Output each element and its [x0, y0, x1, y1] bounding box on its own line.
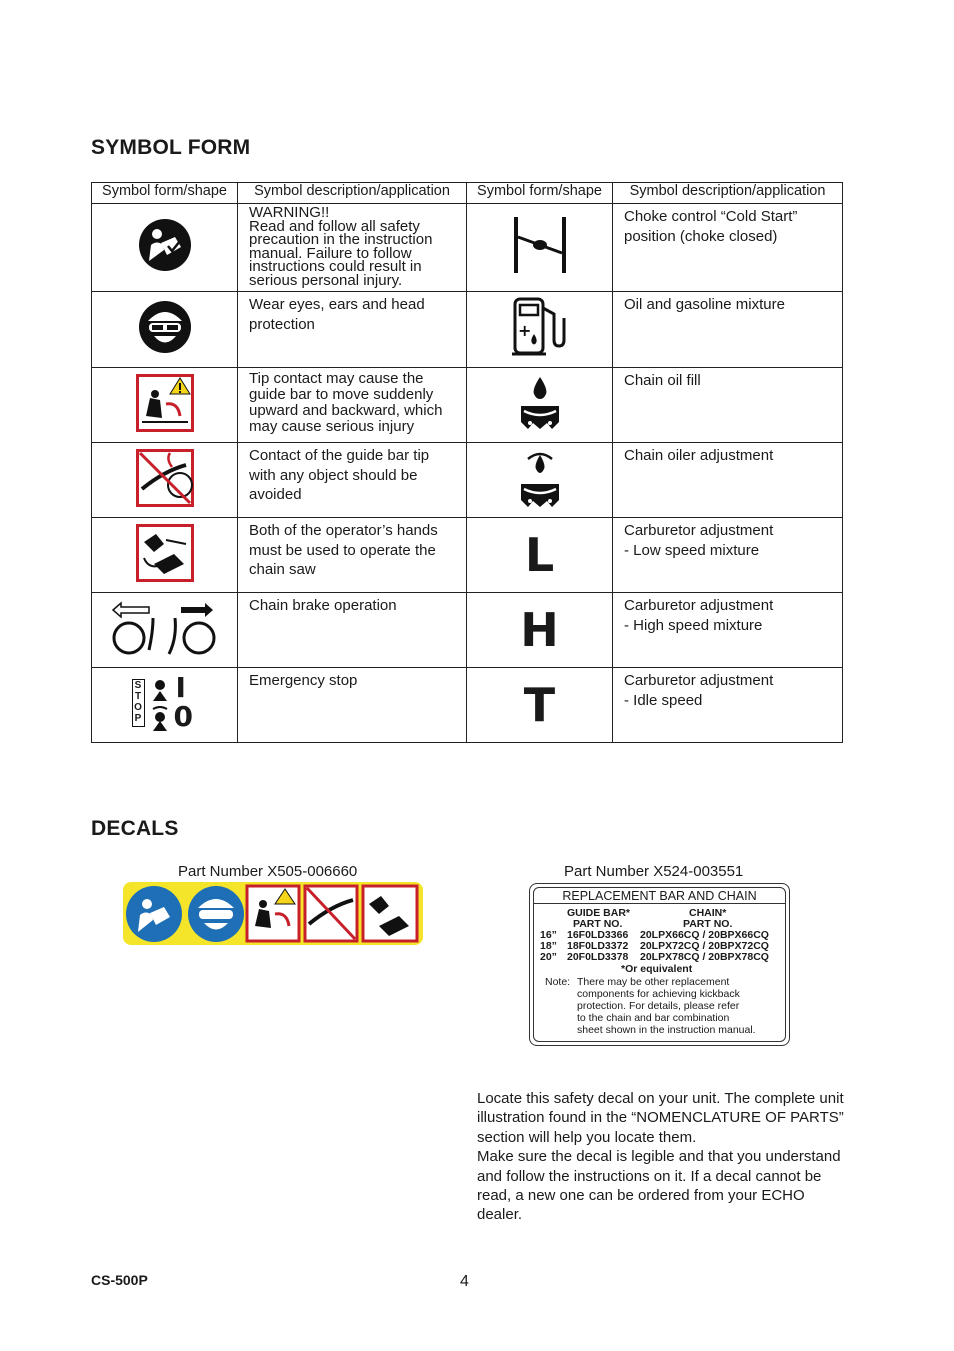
section-heading-symbol-form: SYMBOL FORM — [91, 136, 251, 159]
symbol-description: Tip contact may cause the guide bar to move suddenly upward and backward, which may cause serious injury — [238, 368, 467, 443]
decal-instructions — [477, 1089, 847, 1225]
letter-h-icon: H — [520, 603, 559, 657]
note-label: Note: — [545, 976, 571, 988]
warning-text: WARNING!! Read and follow all safety precaution in the instruction manual. Failure to follow instructions could result in serious personal injury. — [249, 204, 433, 289]
symbol-description: Contact of the guide bar tip with any object should be avoided — [238, 443, 467, 518]
choke-icon — [510, 215, 570, 275]
symbol-cell — [92, 668, 238, 743]
section-heading-decals: DECALS — [91, 817, 179, 840]
symbol-description: Chain oil fill — [613, 368, 843, 443]
symbol-description: Carburetor adjustment - Idle speed — [613, 668, 843, 743]
note-line: components for achieving kickback — [577, 988, 740, 1000]
table-header: Symbol description/application — [238, 183, 467, 204]
symbol-description: Carburetor adjustment - Low speed mixture — [613, 518, 843, 593]
table-row — [92, 292, 843, 368]
part-number-2: Part Number X524-003551 — [564, 863, 744, 880]
eye-ear-head-protection-icon — [137, 299, 193, 355]
size-cell: 16” — [540, 929, 557, 941]
table-row — [92, 368, 843, 443]
symbol-description: Chain brake operation — [238, 593, 467, 668]
col-header: PART NO. — [683, 918, 733, 930]
emergency-stop-icon — [130, 671, 200, 735]
note-line: There may be other replacement — [577, 976, 730, 988]
safety-decal — [123, 882, 423, 945]
decal-title: REPLACEMENT BAR AND CHAIN — [534, 889, 785, 904]
decal-inner-border — [533, 887, 786, 1042]
no-tip-contact-icon — [136, 449, 194, 507]
symbol-description: Wear eyes, ears and head protection — [238, 292, 467, 368]
chain-oiler-adjust-icon — [518, 447, 562, 509]
safety-decal-icons — [123, 882, 423, 945]
symbol-cell — [92, 292, 238, 368]
table-row — [92, 593, 843, 668]
letter-t-icon: T — [523, 678, 556, 732]
chain-brake-icon — [109, 598, 221, 658]
kickback-warning-icon — [136, 374, 194, 432]
symbol-cell — [467, 668, 613, 743]
read-manual-icon — [137, 217, 193, 273]
symbol-description: Emergency stop — [238, 668, 467, 743]
symbol-cell — [467, 368, 613, 443]
symbol-table — [91, 182, 843, 743]
symbol-description: Choke control “Cold Start” position (choke closed) — [613, 204, 843, 292]
bar-part-cell: 16F0LD3366 — [567, 929, 629, 941]
two-hands-icon — [136, 524, 194, 582]
on-label: I — [175, 671, 186, 704]
symbol-cell — [92, 368, 238, 443]
symbol-cell — [92, 518, 238, 593]
symbol-description: Both of the operator’s hands must be used to operate the chain saw — [238, 518, 467, 593]
chain-part-cell: 20LPX72CQ / 20BPX72CQ — [640, 940, 769, 952]
table-row — [92, 518, 843, 593]
note-line: protection. For details, please refer — [577, 1000, 740, 1012]
part-number-1: Part Number X505-006660 — [178, 863, 358, 880]
note-line: to the chain and bar combination — [577, 1012, 730, 1024]
bar-part-cell: 18F0LD3372 — [567, 940, 629, 952]
symbol-description: Carburetor adjustment - High speed mixture — [613, 593, 843, 668]
symbol-cell — [92, 204, 238, 292]
table-header: Symbol form/shape — [467, 183, 613, 204]
paragraph: Make sure the decal is legible and that you understand and follow the instructions on it. If a decal cannot be read, a new one can be ordered from your ECHO dealer. — [477, 1148, 841, 1224]
symbol-description: Chain oiler adjustment — [613, 443, 843, 518]
symbol-description: Oil and gasoline mixture — [613, 292, 843, 368]
chain-part-cell: 20LPX78CQ / 20BPX78CQ — [640, 951, 769, 963]
symbol-cell — [467, 204, 613, 292]
svg-text:+: + — [517, 321, 531, 340]
symbol-cell — [467, 443, 613, 518]
table-header-row — [92, 183, 843, 204]
symbol-cell — [92, 593, 238, 668]
chain-part-cell: 20LPX66CQ / 20BPX66CQ — [640, 929, 769, 941]
symbol-description — [238, 204, 467, 292]
page-number: 4 — [460, 1273, 469, 1290]
off-label: 0 — [173, 700, 193, 733]
col-header: CHAIN* — [689, 907, 727, 919]
fuel-pump-icon — [510, 296, 570, 358]
col-header: PART NO. — [573, 918, 623, 930]
letter-l-icon: L — [524, 528, 555, 582]
symbol-cell — [92, 443, 238, 518]
bar-part-cell: 20F0LD3378 — [567, 951, 629, 963]
symbol-cell — [467, 292, 613, 368]
table-row — [92, 204, 843, 292]
table-row — [92, 668, 843, 743]
note-line: sheet shown in the instruction manual. — [577, 1024, 756, 1036]
table-header: Symbol description/application — [613, 183, 843, 204]
size-cell: 20” — [540, 951, 557, 963]
chain-oil-fill-icon — [518, 375, 562, 431]
stop-label: STOP — [132, 679, 145, 727]
size-cell: 18” — [540, 940, 557, 952]
equivalent-note: *Or equivalent — [621, 963, 693, 975]
table-row — [92, 443, 843, 518]
symbol-cell — [467, 518, 613, 593]
paragraph: Locate this safety decal on your unit. The complete unit illustration found in the “NOMENCLATURE OF PARTS” section will help you locate them. — [477, 1090, 844, 1146]
footer-model: CS-500P — [91, 1272, 148, 1288]
table-header: Symbol form/shape — [92, 183, 238, 204]
switch-icon — [150, 677, 170, 733]
col-header: GUIDE BAR* — [567, 907, 631, 919]
symbol-cell — [467, 593, 613, 668]
replacement-bar-chain-decal — [529, 883, 790, 1046]
